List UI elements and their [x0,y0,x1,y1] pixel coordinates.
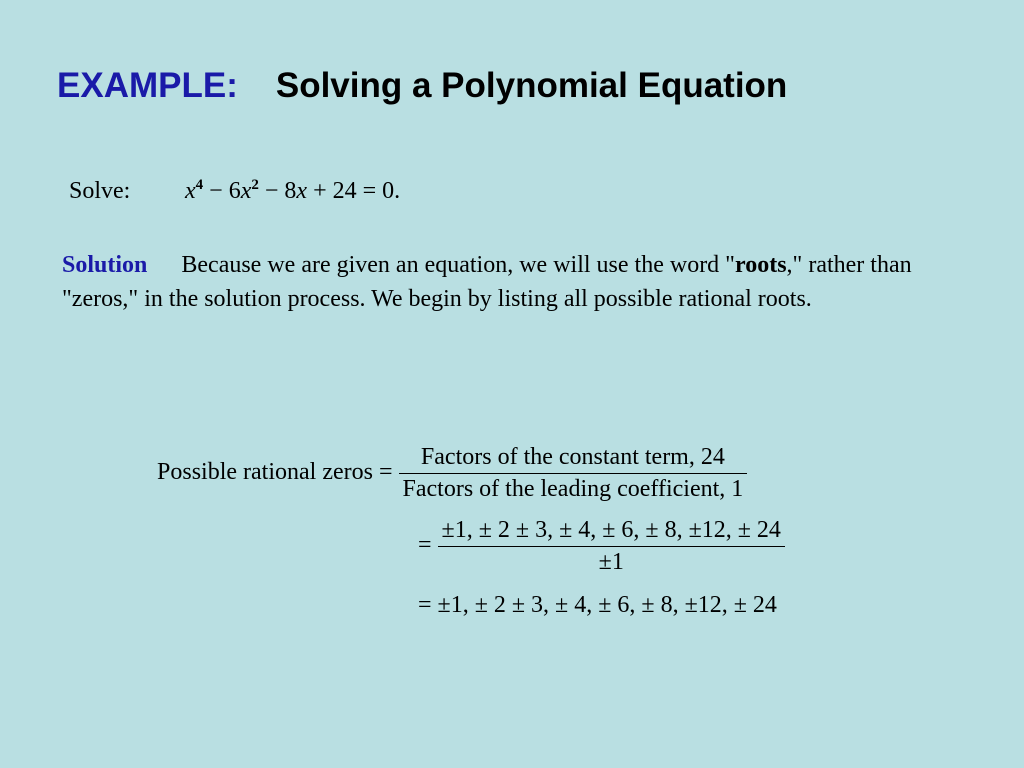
formula-line-1 [157,444,747,503]
solution-label: Solution [62,252,148,278]
example-label: EXAMPLE: [57,66,238,105]
exponent: 4 [195,177,204,193]
solve-label: Solve: [69,178,131,204]
formula-line-2 [418,517,785,576]
numerator-2: ±1, ± 2 ± 3, ± 4, ± 6, ± 8, ±12, ± 24 [438,517,785,547]
solution-text: Because we are given an equation, we will use the word " [181,252,735,278]
var-x: x [185,178,196,204]
fraction-1 [399,444,748,503]
solution-text-cont: ," rather than "zeros," in the solution process. We begin by listing all possible rational roots. [62,252,912,312]
exponent: 2 [251,177,259,193]
fraction-2 [438,517,785,576]
numerator-1: Factors of the constant term, 24 [399,444,748,474]
equals-sign: = [418,532,432,559]
denominator-2: ±1 [598,549,624,575]
problem-statement [69,177,401,205]
roots-word: roots [734,252,787,278]
title-text: Solving a Polynomial Equation [275,66,788,105]
var-x: x [296,178,308,204]
term: − 8 [258,178,297,204]
slide-title [57,66,787,106]
lhs-text: Possible rational zeros = [157,459,393,486]
solution-paragraph [62,248,962,316]
term: − 6 [203,178,241,204]
term: + 24 = 0. [307,178,401,204]
var-x: x [240,178,252,204]
polynomial-equation [185,178,400,205]
denominator-1: Factors of the leading coefficient, 1 [402,476,744,502]
formula-line-3: = ±1, ± 2 ± 3, ± 4, ± 6, ± 8, ±12, ± 24 [418,592,777,618]
